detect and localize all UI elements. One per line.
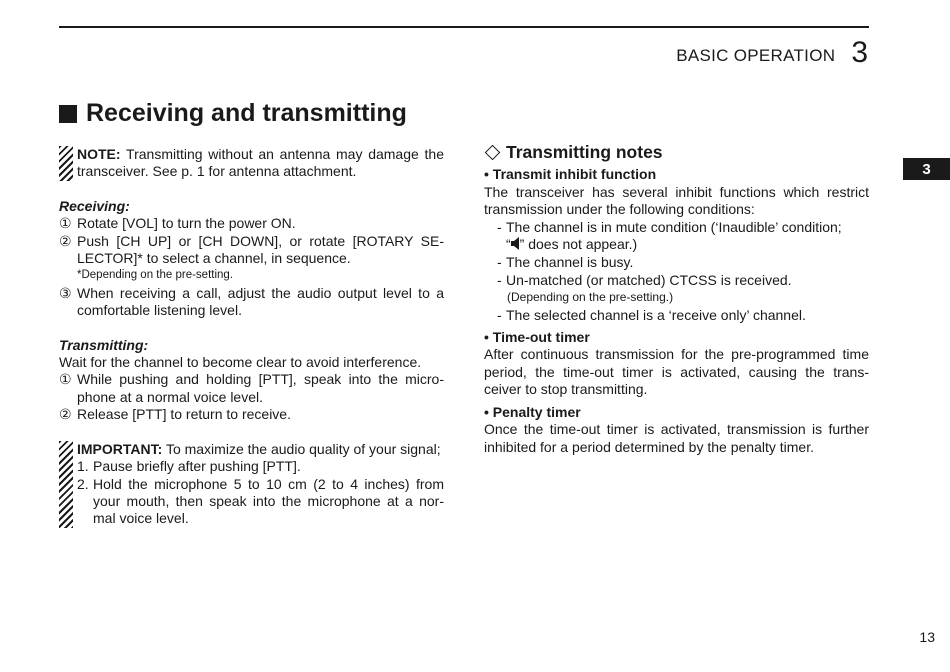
transmitting-step-2 [59, 406, 444, 423]
important-item-2 [77, 476, 444, 528]
page-title-heading [59, 99, 407, 128]
transmitting-intro: Wait for the channel to become clear to avoid interference. [59, 354, 422, 371]
item-text: Hold the microphone 5 to 10 cm (2 to 4 inches) from your mouth, then speak into the microphone at a nor-mal voice level. [93, 475, 444, 527]
chapter-side-tab: 3 [903, 158, 950, 180]
step-marker: ② [59, 406, 72, 423]
section-number: 3 [851, 36, 868, 69]
step-marker: ① [59, 371, 72, 388]
item-number: 1. [77, 458, 89, 475]
quote-open: “ [506, 236, 511, 253]
page-title: Receiving and transmitting [86, 99, 407, 127]
section-title: BASIC OPERATION [676, 46, 836, 65]
right-column [484, 144, 869, 456]
transmitting-heading: Transmitting: [59, 336, 149, 353]
note-box [59, 146, 444, 181]
inhibit-condition-1 [484, 219, 869, 255]
step-text: Push [CH UP] or [CH DOWN], or rotate [ROTARY SE-LECTOR]* to select a channel, in sequence. [77, 232, 444, 267]
penalty-text: Once the time-out timer is activated, transmission is further inhibited for a period determined by the penalty timer. [484, 421, 869, 455]
inhibit-condition-3 [484, 272, 869, 289]
running-header [676, 36, 868, 70]
inhibit-heading: • Transmit inhibit function [484, 166, 657, 183]
note-text: Transmitting without an antenna may damage the transceiver. See p. 1 for antenna attachment. [77, 146, 444, 180]
dash-marker: - [497, 218, 502, 235]
hatch-marker-icon [59, 441, 73, 528]
receiving-heading: Receiving: [59, 197, 130, 214]
hatch-marker-icon [59, 146, 73, 181]
inhibit-condition-3-note: (Depending on the pre-setting.) [507, 290, 674, 305]
receiving-step-2 [59, 233, 444, 268]
section-heading-text: Transmitting notes [506, 142, 663, 162]
left-column [59, 146, 444, 528]
inhibit-condition-2 [484, 254, 869, 271]
receiving-step-1 [59, 215, 444, 232]
quote-close: ” does not appear.) [519, 236, 638, 253]
timeout-text: After continuous transmission for the pre-programmed time period, the time-out timer is activated, causing the trans-ceiver to stop transmitting. [484, 346, 869, 398]
condition-text: The selected channel is a ‘receive only’ channel. [506, 306, 806, 323]
step-marker: ① [59, 215, 72, 232]
step-text: When receiving a call, adjust the audio output level to a comfortable listening level. [77, 284, 444, 319]
item-text: Pause briefly after pushing [PTT]. [93, 458, 301, 475]
speaker-icon [511, 237, 520, 254]
step-marker: ② [59, 232, 72, 249]
page-number: 13 [919, 629, 935, 645]
inhibit-condition-4 [484, 307, 869, 324]
transmitting-step-1 [59, 371, 444, 406]
important-item-1 [77, 458, 444, 475]
step-text: Release [PTT] to return to receive. [77, 406, 291, 423]
step-text: While pushing and holding [PTT], speak into the micro-phone at a normal voice level. [77, 371, 444, 405]
condition-text: The channel is in mute condition (‘Inaudible’ condition; [506, 218, 842, 235]
step-text: Rotate [VOL] to turn the power ON. [77, 215, 296, 232]
important-box [59, 441, 444, 528]
condition-text: The channel is busy. [506, 254, 634, 271]
dash-marker: - [497, 306, 502, 323]
transmitting-notes-heading [484, 144, 869, 161]
diamond-bullet-icon [485, 145, 501, 161]
receiving-footnote: *Depending on the pre-setting. [77, 269, 233, 282]
timeout-heading: • Time-out timer [484, 329, 590, 346]
step-marker: ③ [59, 284, 72, 301]
note-label: NOTE: [77, 146, 121, 162]
important-label: IMPORTANT: [77, 440, 163, 457]
dash-marker: - [497, 271, 502, 288]
inhibit-intro: The transceiver has several inhibit functions which restrict transmission under the following conditions: [484, 183, 869, 218]
header-rule [59, 26, 869, 28]
penalty-heading: • Penalty timer [484, 403, 581, 420]
receiving-step-3 [59, 285, 444, 320]
item-number: 2. [77, 475, 89, 492]
square-bullet-icon [59, 105, 77, 123]
dash-marker: - [497, 254, 502, 271]
condition-text: Un-matched (or matched) CTCSS is received. [506, 271, 792, 288]
important-text: To maximize the audio quality of your signal; [165, 440, 441, 457]
